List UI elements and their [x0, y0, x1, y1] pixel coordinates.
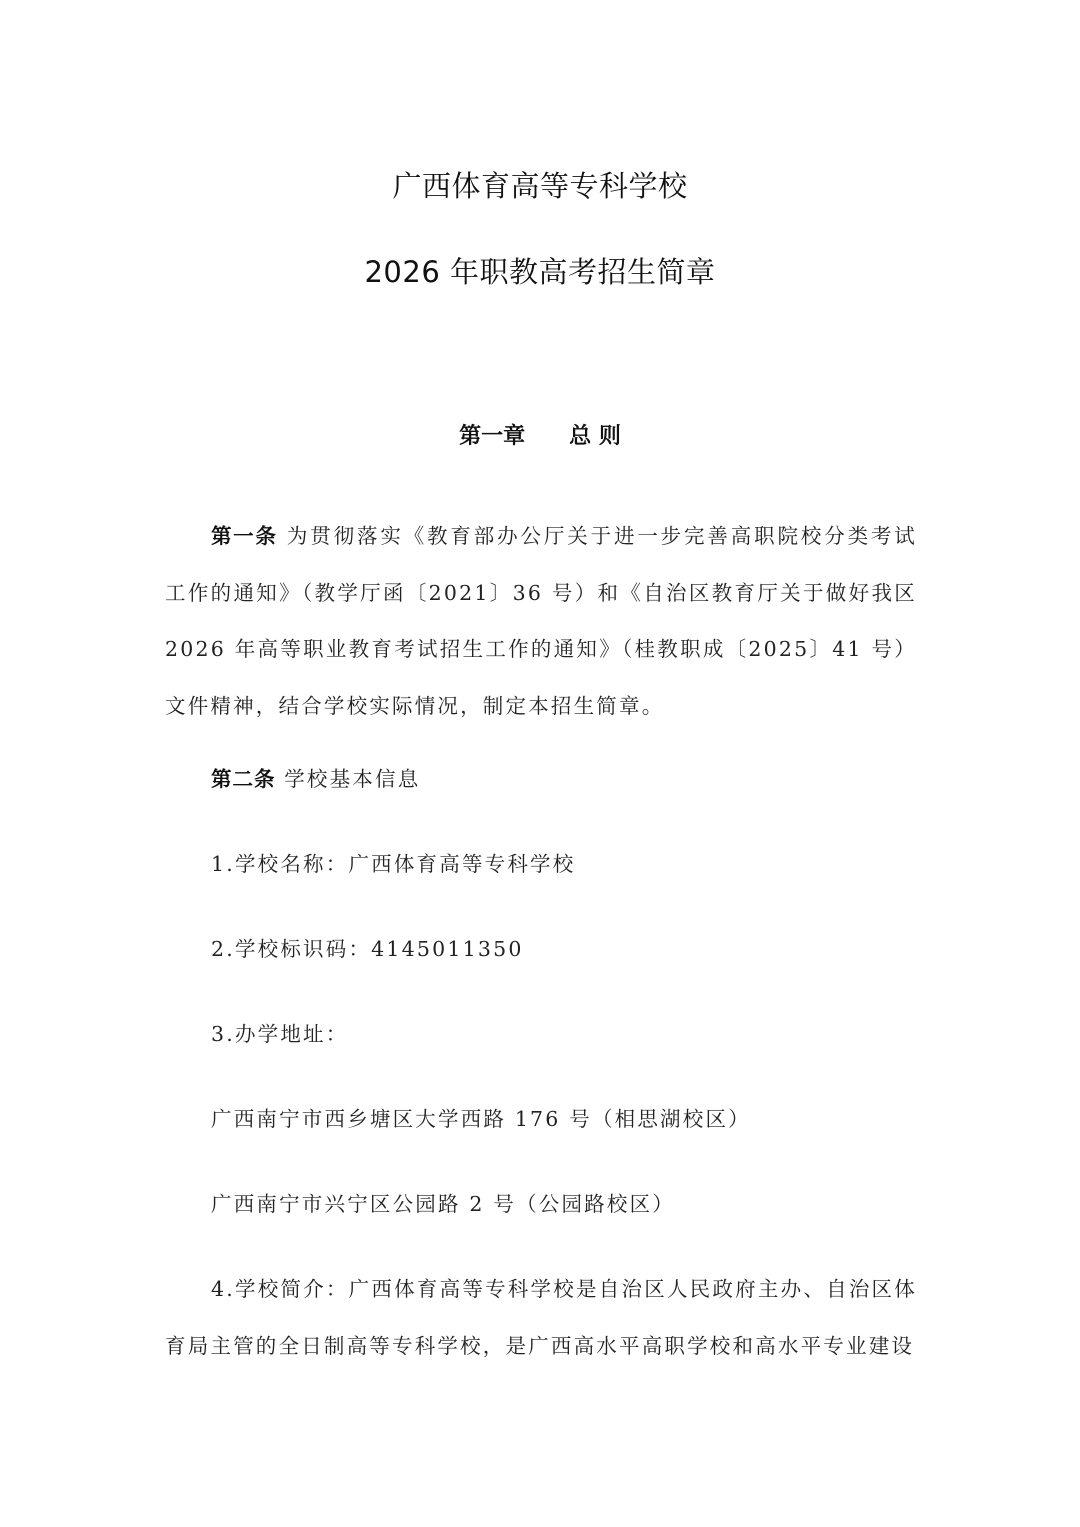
address-campus-1: 广西南宁市西乡塘区大学西路 176 号（相思湖校区） — [211, 1107, 751, 1131]
school-code-item: 2.学校标识码：4145011350 — [211, 937, 524, 961]
school-name-item: 1.学校名称：广西体育高等专科学校 — [211, 852, 576, 876]
article-2-line — [211, 762, 931, 796]
address-label-item: 3.办学地址： — [211, 1022, 349, 1046]
address-campus-2: 广西南宁市兴宁区公园路 2 号（公园路校区） — [211, 1192, 675, 1216]
article-1-label: 第一条 — [211, 524, 278, 548]
chapter-number: 第一章 — [459, 424, 526, 449]
chapter-heading — [0, 420, 1080, 454]
article-2-label: 第二条 — [211, 767, 276, 791]
chapter-name: 总 则 — [569, 424, 621, 449]
document-title-brochure: 2026 年职教高考招生简章 — [364, 255, 716, 289]
document-title-school: 广西体育高等专科学校 — [392, 169, 688, 203]
article-1-paragraph — [165, 508, 917, 734]
article-2-text: 学校基本信息 — [275, 767, 421, 791]
article-1-text: 为贯彻落实《教育部办公厅关于进一步完善高职院校分类考试工作的通知》（教学厅函〔2021〕36 号）和《自治区教育厅关于做好我区 2026 年高等职业教育考试招生工作的通知》（桂教职成〔2025〕41 号）文件精神，结合学校实际情况，制定本招生简章。 — [165, 524, 918, 718]
school-intro-paragraph: 4.学校简介：广西体育高等专科学校是自治区人民政府主办、自治区体育局主管的全日制高等专科学校，是广西高水平高职学校和高水平专业建设 — [165, 1277, 917, 1358]
